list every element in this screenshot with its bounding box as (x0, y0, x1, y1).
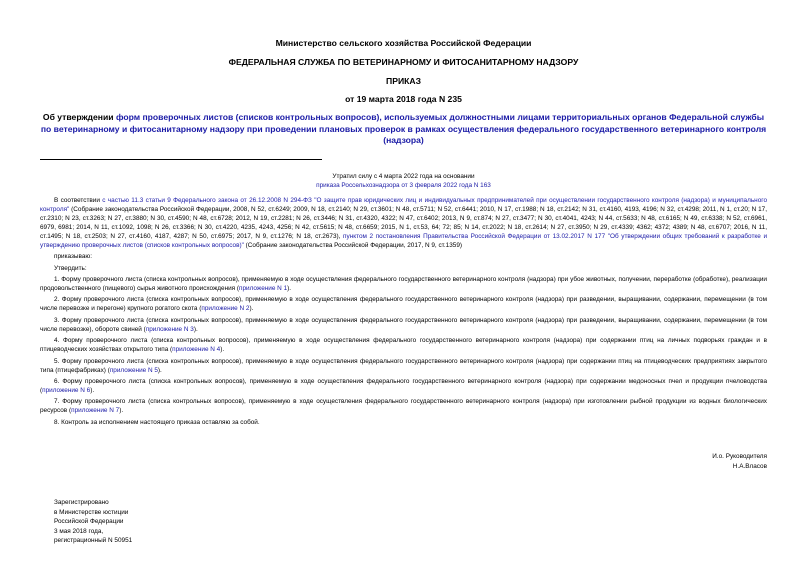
appendix-link-1[interactable]: приложение N 1 (239, 284, 288, 292)
list-item (40, 296, 767, 314)
item-text: 5. Форму проверочного листа (списка контрольных вопросов), применяемую в ходе осуществления федерального государственного ветеринарного контроля (надзора) при содержании птиц на птицеводческих предприятиях закрытого типа (птицефабриках) ( (40, 357, 767, 374)
law-294-link[interactable]: с частью 11.3 статьи 9 Федерального закона от 26.12.2008 N 294-ФЗ "О защите прав юридических лиц и индивидуальных предпринимателей при осуществлении государственного контроля (надзора) и муниципального контроля" (40, 197, 767, 213)
preamble-text-4: (Собрание законодательства Российской Федерации, 2017, N 9, ст.1359) (243, 241, 463, 249)
item-end: ). (157, 366, 162, 374)
item-end: ). (220, 346, 225, 354)
list-item (40, 317, 767, 335)
ministry-name: Министерство сельского хозяйства Российской Федерации (275, 38, 532, 48)
control-clause: 8. Контроль за исполнением настоящего приказа оставляю за собой. (54, 418, 260, 426)
list-item (40, 337, 767, 355)
item-end: ). (249, 305, 254, 313)
appendix-link-6[interactable]: приложение N 6 (42, 386, 91, 394)
subject-link[interactable]: форм проверочных листов (списков контрольных вопросов), используемых должностными лицами территориальных органов Федеральной службы по ветеринарному и фитосанитарному надзору при проведении плановых проверок в рамках осуществления федерального государственного ветеринарного контроля (надзора) (40, 112, 767, 145)
item-end: ). (287, 284, 292, 292)
appendix-link-7[interactable]: приложение N 7 (71, 407, 120, 415)
list-item (40, 358, 767, 376)
registration-line: 3 мая 2018 года, (54, 527, 104, 535)
list-item (40, 276, 767, 294)
lost-force-note: Утратил силу с 4 марта 2022 года на основании (332, 173, 475, 180)
resolution-177-link[interactable]: пунктом 2 постановления Правительства Российской Федерации от 13.02.2017 N 177 "Об утверждении общих требований к разработке и утверждению проверочных листов (списков контрольных вопросов)" (40, 232, 768, 249)
registration-line: Зарегистрировано (54, 499, 109, 506)
item-text: 7. Форму проверочного листа (списка контрольных вопросов), применяемую в ходе осуществления федерального государственного ветеринарного контроля (надзора) при изготовлении рыбной продукции из водных биологических ресурсов ( (40, 398, 767, 415)
item-text: 2. Форму проверочного листа (списка контрольных вопросов), применяемую в ходе осуществления федерального государственного ветеринарного контроля (надзора) при разведении, выращивании, содержании, перемещении (в том числе перевозке и перегоне) крупного рогатого скота ( (40, 296, 767, 313)
item-text: 1. Форму проверочного листа (списка контрольных вопросов), применяемую в ходе осуществления федерального государственного ветеринарного контроля (надзора) при убое животных, получении, переработке (обработке), реализации продовольственного (пищевого) сырья животного происхождения ( (40, 276, 767, 292)
signature-role: И.о. Руководителя (712, 453, 767, 460)
doc-body (40, 197, 767, 428)
appendix-link-5[interactable]: приложение N 5 (109, 366, 158, 374)
registration-line: Российской Федерации (54, 518, 124, 526)
appendix-link-4[interactable]: приложение N 4 (172, 346, 221, 354)
list-item (40, 378, 767, 396)
registration-line: регистрационный N 50951 (54, 537, 133, 545)
service-name: ФЕДЕРАЛЬНАЯ СЛУЖБА ПО ВЕТЕРИНАРНОМУ И ФИТОСАНИТАРНОМУ НАДЗОРУ (228, 57, 579, 67)
preamble-text-2: (Собрание законодательства Российской Федерации, 2008, N 52, ст.6249; 2009, N 18, ст.2140; N 29, ст.3601; N 48, ст.5711; N 52, ст.6441; 2010, N 17, ст.1988; N 18, ст.2142; N 31, ст.4160, 4193, 4196; N 32, ст.4298; 2011, N 1, ст.20; N 17, ст.2310; N 23, ст.3263; N 27, ст.3880; N 30, ст.4590; N 48, ст.6728; 2012, N 19, ст.2281; N 26, ст.3446; N 31, ст.4320, 4322; N 47, ст.6402; 2013, N 9, ст.874; N 27, ст.3477; N 30, ст.4041, 4243; N 44, ст.5633; N 48, ст.6165; N 49, ст.6338; N 52, ст.6961, 6979, 6981; 2014, N 11, ст.1092, 1098; N 26, ст.3366; N 30, ст.4220, 4235, 4243, 4256; N 42, ст.5615; N 48, ст.6659; 2015, N 1, ст.53, 64; 72; 85; N 14, ст.2022; N 18, ст.2614; N 27, ст.3950; N 29, ст.4339; 4362; 4372; 4389; N 48, ст.6707; 2016, N 11, ст.1495; N 18, ст.2503; N 27, ст.4160, 4187, 4287; N 50, ст.6975; 2017, N 9, ст.1276; N 18, ст.2673), (40, 205, 767, 240)
basis-link[interactable]: приказа Россельхознадзора от 3 февраля 2022 года N 163 (316, 182, 491, 189)
preamble (40, 197, 767, 250)
appendix-link-3[interactable]: приложение N 3 (145, 325, 194, 333)
approve-word: Утвердить: (54, 264, 87, 272)
separator-line (40, 159, 322, 160)
list-item (40, 398, 767, 416)
subject-prefix: Об утверждении (42, 112, 116, 122)
doc-type: ПРИКАЗ (386, 76, 421, 86)
item-text: 3. Форму проверочного листа (списка контрольных вопросов), применяемую в ходе осуществления федерального государственного ветеринарного контроля (надзора) при разведении, выращивании, содержании, перемещении (в том числе перевозке), обороте свиней ( (40, 316, 767, 333)
order-word: приказываю: (54, 253, 92, 261)
item-end: ). (193, 325, 198, 333)
preamble-text-1: В соответствии (54, 197, 103, 204)
signature-name: Н.А.Власов (732, 463, 767, 470)
doc-subject (40, 112, 767, 147)
item-end: ). (119, 407, 124, 415)
item-end: ). (90, 386, 95, 394)
registration-line: в Министерстве юстиции (54, 508, 129, 516)
lost-force-basis (0, 181, 807, 191)
registration-block (54, 498, 132, 546)
appendix-link-2[interactable]: приложение N 2 (201, 305, 250, 313)
doc-date-number: от 19 марта 2018 года N 235 (345, 94, 462, 104)
item-text: 6. Форму проверочного листа (списка контрольных вопросов), применяемую в ходе осуществления федерального государственного ветеринарного контроля (надзора) при содержании медоносных пчел и продукции пчеловодства ( (40, 378, 767, 394)
item-text: 4. Форму проверочного листа (списка контрольных вопросов), применяемую в ходе осуществления федерального государственного ветеринарного контроля (надзора) при содержании птиц на личных подворьях граждан и в птицеводческих хозяйствах открытого типа ( (40, 337, 767, 354)
